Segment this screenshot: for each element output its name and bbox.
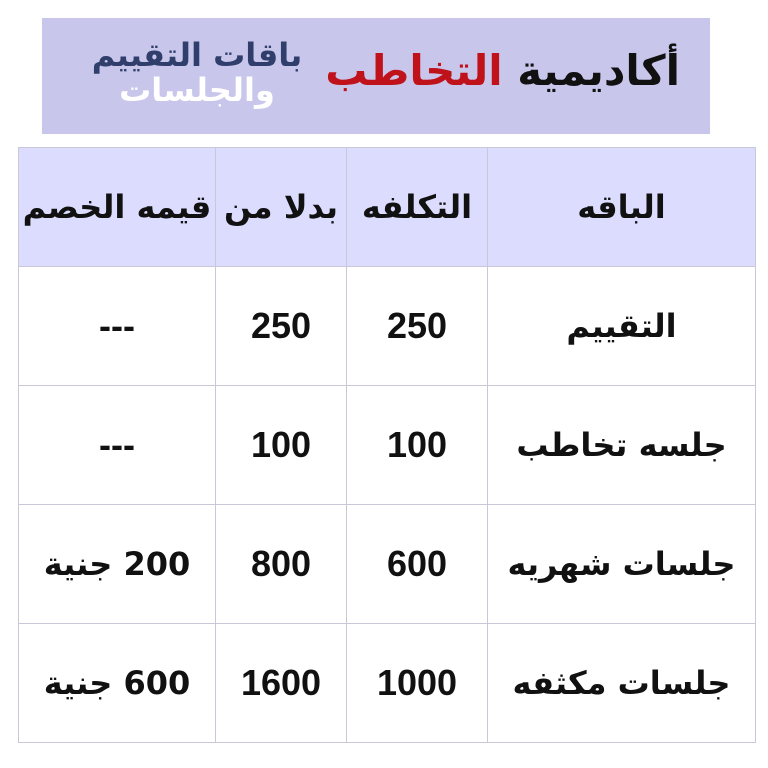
cell-instead-of: 250 [216,267,347,386]
cell-package: جلسات شهريه [488,505,756,624]
cell-instead-of: 800 [216,505,347,624]
cell-discount: 600 جنية [19,624,216,743]
cell-cost: 1000 [347,624,488,743]
cell-cost: 250 [347,267,488,386]
subtitle [82,38,312,108]
table-row [19,624,756,743]
header-package: الباقه [488,148,756,267]
cell-instead-of: 100 [216,386,347,505]
cell-package: جلسه تخاطب [488,386,756,505]
cell-cost: 600 [347,505,488,624]
cell-cost: 100 [347,386,488,505]
table-header-row [19,148,756,267]
header-instead-of: بدلا من [216,148,347,267]
title-banner [42,18,710,134]
table-row [19,386,756,505]
brand-prefix: أكاديمية [517,46,680,95]
table-row [19,267,756,386]
cell-instead-of: 1600 [216,624,347,743]
subtitle-line-1: باقات التقييم [91,36,303,74]
header-cost: التكلفه [347,148,488,267]
cell-discount: --- [19,386,216,505]
header-discount: قيمه الخصم [19,148,216,267]
price-table [18,147,756,743]
cell-discount: 200 جنية [19,505,216,624]
subtitle-line-2: والجلسات [119,71,275,110]
brand-title [325,46,680,96]
cell-package: جلسات مكثفه [488,624,756,743]
cell-discount: --- [19,267,216,386]
cell-package: التقييم [488,267,756,386]
brand-accent: التخاطب [325,46,503,95]
table-row [19,505,756,624]
